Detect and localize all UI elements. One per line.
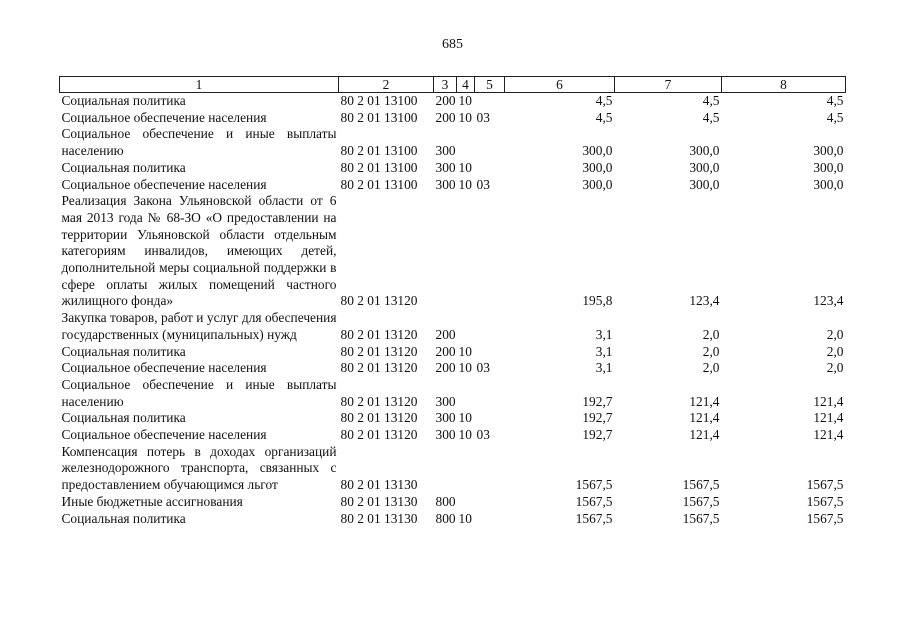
table-row: [60, 344, 846, 361]
table-row: [60, 193, 846, 310]
header-cell-1: 1: [60, 77, 339, 93]
row-value-7: 300,0: [689, 143, 720, 159]
row-value-6: 300,0: [582, 159, 613, 175]
row-name: Социальная политика: [61, 510, 186, 526]
row-code: 80 2 01 13130: [340, 510, 418, 526]
row-expense-type: 200: [435, 326, 456, 342]
table-row: [60, 444, 846, 494]
row-value-7: 300,0: [689, 159, 720, 175]
row-value-6: 195,8: [582, 293, 613, 309]
row-section: [457, 377, 475, 410]
row-code: 80 2 01 13130: [340, 477, 418, 493]
row-section: [457, 310, 475, 343]
row-code: 80 2 01 13120: [340, 343, 418, 359]
row-name: Социальное обеспечение населения: [61, 360, 267, 376]
table-row: [60, 310, 846, 343]
table-header: [60, 77, 846, 93]
row-name: Социальная политика: [61, 410, 186, 426]
row-section: 10: [458, 410, 472, 426]
row-value-6: 192,7: [582, 393, 613, 409]
table-body: [60, 93, 846, 528]
row-value-8: 123,4: [813, 293, 844, 309]
row-expense-type: 300: [435, 159, 456, 175]
row-value-8: 4,5: [826, 109, 844, 125]
row-value-6: 4,5: [595, 109, 613, 125]
page-number: 685: [442, 37, 463, 52]
row-expense-type: 300: [435, 176, 456, 192]
row-expense-type: 800: [435, 493, 456, 509]
row-value-7: 1567,5: [682, 510, 720, 526]
row-value-8: 121,4: [813, 393, 844, 409]
row-expense-type: 300: [435, 427, 456, 443]
row-code: 80 2 01 13100: [340, 176, 418, 192]
row-section: 10: [458, 510, 472, 526]
row-value-6: 192,7: [582, 427, 613, 443]
row-section: [457, 494, 475, 511]
row-code: 80 2 01 13130: [340, 493, 418, 509]
row-expense-type: [434, 444, 457, 494]
header-cell-2: 2: [339, 77, 434, 93]
row-code: 80 2 01 13120: [340, 326, 418, 342]
row-section: [457, 193, 475, 310]
row-value-7: 4,5: [702, 93, 720, 108]
header-cell-5: 5: [475, 77, 505, 93]
row-section: [457, 444, 475, 494]
table-row: [60, 377, 846, 410]
row-subsection: [475, 494, 505, 511]
row-subsection: [475, 377, 505, 410]
row-section: 10: [458, 93, 472, 108]
header-cell-6: 6: [505, 77, 615, 93]
row-value-7: 121,4: [689, 393, 720, 409]
row-value-8: 2,0: [826, 326, 844, 342]
row-subsection: [475, 160, 505, 177]
row-value-7: 300,0: [689, 176, 720, 192]
row-name: Социальная политика: [61, 93, 186, 108]
row-expense-type: 300: [435, 143, 456, 159]
row-expense-type: 800: [435, 510, 456, 526]
row-section: 10: [458, 109, 472, 125]
row-value-8: 2,0: [826, 343, 844, 359]
header-cell-4: 4: [457, 77, 475, 93]
row-value-6: 3,1: [595, 360, 613, 376]
row-value-6: 192,7: [582, 410, 613, 426]
row-value-8: 1567,5: [806, 477, 844, 493]
row-expense-type: [434, 193, 457, 310]
row-value-7: 121,4: [689, 427, 720, 443]
row-subsection: [475, 310, 505, 343]
row-value-6: 3,1: [595, 326, 613, 342]
row-value-6: 3,1: [595, 343, 613, 359]
row-expense-type: 300: [435, 410, 456, 426]
row-value-8: 300,0: [813, 159, 844, 175]
header-row: [60, 77, 846, 93]
row-subsection: [475, 126, 505, 159]
header-cell-3: 3: [434, 77, 457, 93]
row-name: Реализация Закона Ульяновской области от 6 мая 2013 года № 68-ЗО «О предоставлении на территории Ульяновской области отдельным категориям инвалидов, имеющих детей, дополнительной меры социальной поддержки в сфере оплаты жилых помещений частного жилищного фонда»: [61, 193, 337, 309]
header-cell-7: 7: [615, 77, 722, 93]
row-value-8: 300,0: [813, 143, 844, 159]
row-name: Социальное обеспечение населения: [61, 176, 267, 192]
row-value-7: 123,4: [689, 293, 720, 309]
row-value-6: 300,0: [582, 143, 613, 159]
row-name: Компенсация потерь в доходах организаций железнодорожного транспорта, связанных с предоставлением обучающимся льгот: [61, 443, 337, 493]
row-expense-type: 200: [435, 343, 456, 359]
table-row: [60, 410, 846, 427]
row-code: 80 2 01 13120: [340, 410, 418, 426]
row-section: 10: [458, 343, 472, 359]
row-subsection: [475, 444, 505, 494]
row-subsection: [475, 344, 505, 361]
row-name: Социальное обеспечение населения: [61, 109, 267, 125]
row-section: 10: [458, 427, 472, 443]
row-value-6: 300,0: [582, 176, 613, 192]
row-name: Социальное обеспечение населения: [61, 427, 267, 443]
row-value-7: 2,0: [702, 343, 720, 359]
row-expense-type: 300: [435, 393, 456, 409]
row-code: 80 2 01 13120: [340, 393, 418, 409]
table-row: [60, 360, 846, 377]
row-code: 80 2 01 13120: [340, 360, 418, 376]
table-row: [60, 93, 846, 110]
row-subsection: 03: [476, 176, 490, 192]
header-cell-8: 8: [722, 77, 846, 93]
row-section: 10: [458, 176, 472, 192]
row-value-7: 2,0: [702, 326, 720, 342]
table-row: [60, 160, 846, 177]
row-expense-type: 200: [435, 109, 456, 125]
row-section: [457, 126, 475, 159]
row-value-8: 1567,5: [806, 510, 844, 526]
budget-table: [59, 76, 846, 527]
row-value-8: 121,4: [813, 410, 844, 426]
table-row: [60, 494, 846, 511]
row-value-7: 2,0: [702, 360, 720, 376]
table-row: [60, 110, 846, 127]
row-value-7: 1567,5: [682, 477, 720, 493]
row-name: Закупка товаров, работ и услуг для обеспечения государственных (муниципальных) нужд: [61, 310, 337, 342]
row-subsection: [475, 93, 505, 110]
table-row: [60, 126, 846, 159]
row-name: Социальная политика: [61, 159, 186, 175]
row-code: 80 2 01 13120: [340, 427, 418, 443]
row-subsection: 03: [476, 109, 490, 125]
row-value-6: 4,5: [595, 93, 613, 108]
row-value-7: 121,4: [689, 410, 720, 426]
row-value-6: 1567,5: [575, 510, 613, 526]
row-name: Социальное обеспечение и иные выплаты населению: [61, 376, 337, 409]
row-code: 80 2 01 13100: [340, 93, 418, 108]
row-expense-type: 200: [435, 360, 456, 376]
row-name: Социальная политика: [61, 343, 186, 359]
row-name: Социальное обеспечение и иные выплаты населению: [61, 126, 337, 159]
row-section: 10: [458, 159, 472, 175]
row-subsection: 03: [476, 360, 490, 376]
row-subsection: 03: [476, 427, 490, 443]
row-value-8: 121,4: [813, 427, 844, 443]
row-value-8: 2,0: [826, 360, 844, 376]
row-value-8: 1567,5: [806, 493, 844, 509]
row-section: 10: [458, 360, 472, 376]
row-value-6: 1567,5: [575, 477, 613, 493]
row-code: 80 2 01 13100: [340, 143, 418, 159]
row-subsection: [475, 193, 505, 310]
row-code: 80 2 01 13100: [340, 159, 418, 175]
table-row: [60, 177, 846, 194]
row-value-8: 300,0: [813, 176, 844, 192]
table-row: [60, 511, 846, 528]
row-value-7: 1567,5: [682, 493, 720, 509]
row-code: 80 2 01 13100: [340, 109, 418, 125]
row-value-7: 4,5: [702, 109, 720, 125]
row-value-8: 4,5: [826, 93, 844, 108]
row-name: Иные бюджетные ассигнования: [61, 493, 243, 509]
row-expense-type: 200: [435, 93, 456, 108]
row-value-6: 1567,5: [575, 493, 613, 509]
row-subsection: [475, 410, 505, 427]
row-subsection: [475, 511, 505, 528]
table-row: [60, 427, 846, 444]
row-code: 80 2 01 13120: [340, 293, 418, 309]
